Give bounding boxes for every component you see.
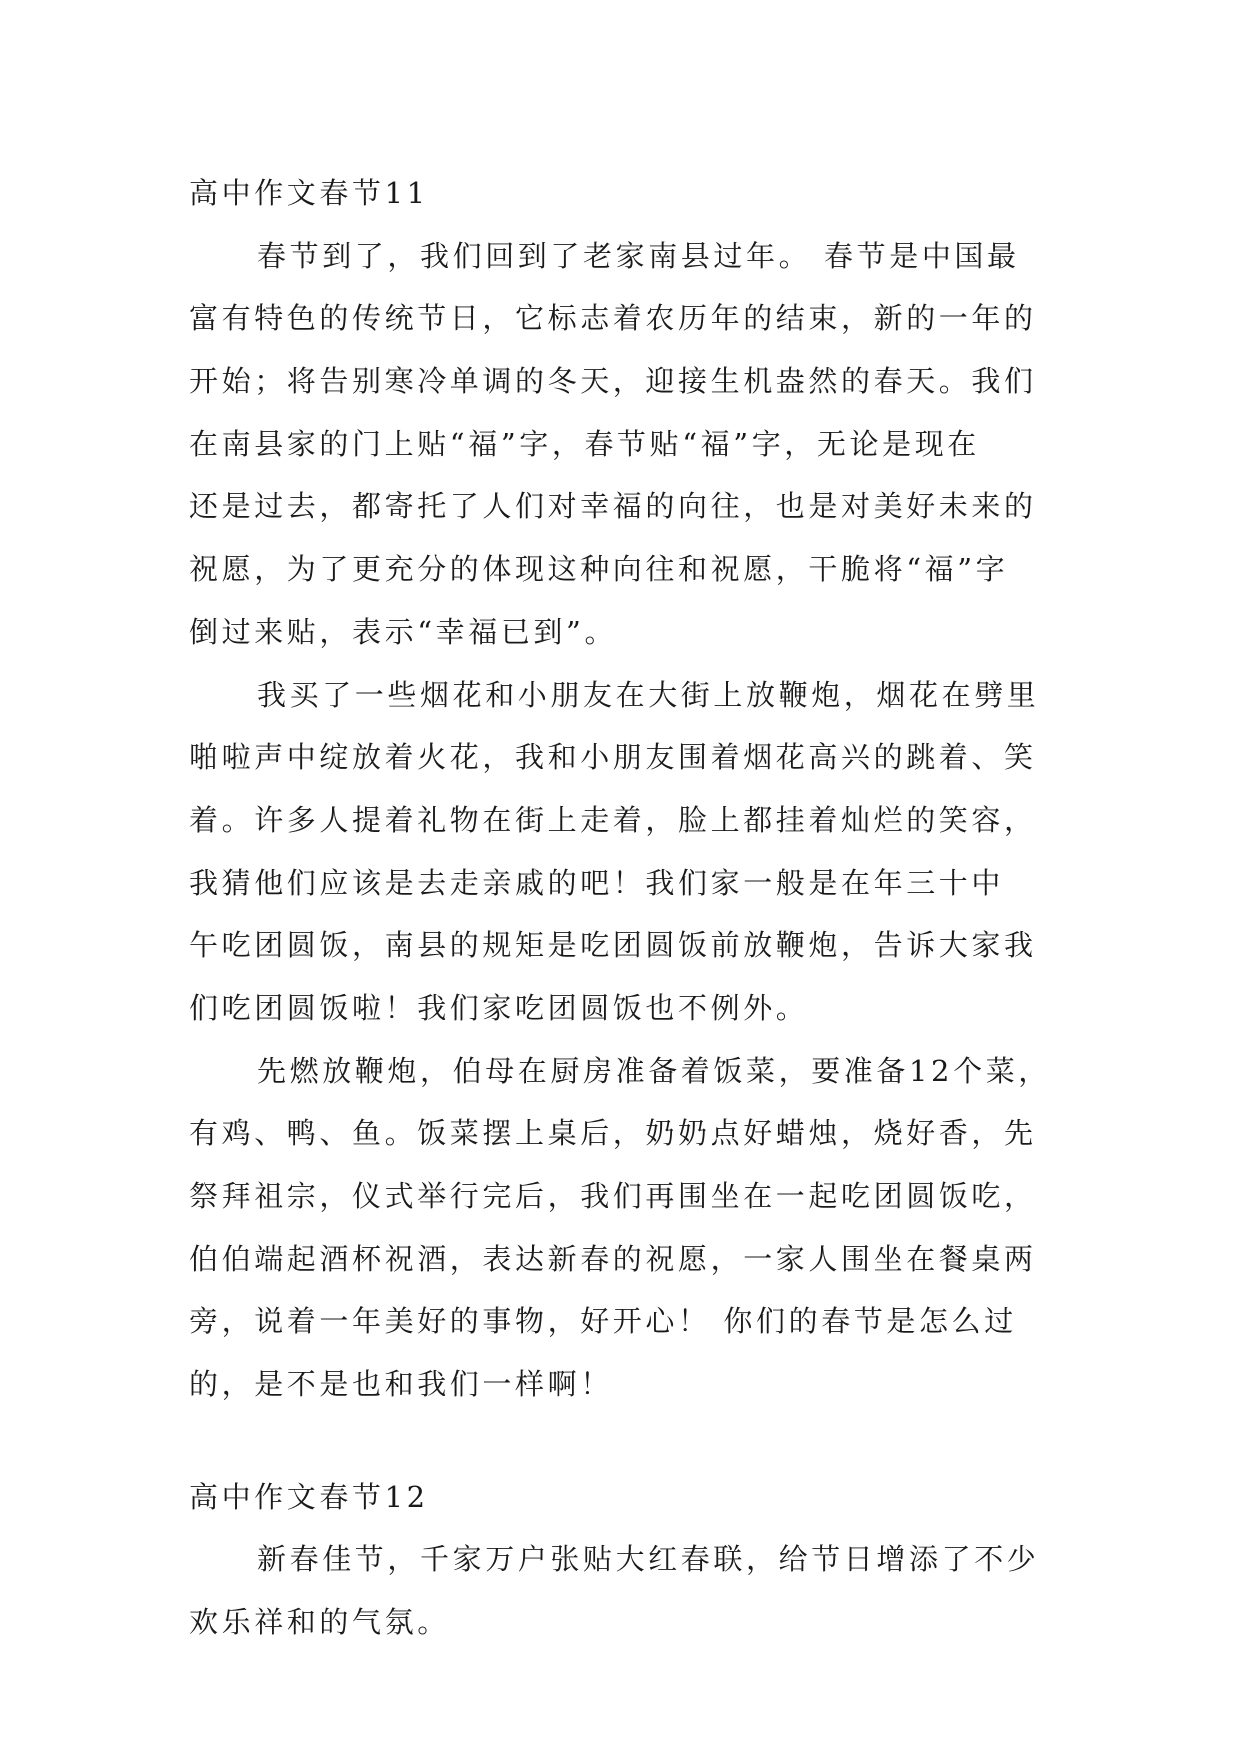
paragraph-line: 啪啦声中绽放着火花，我和小朋友围着烟花高兴的跳着、笑 [189, 740, 1037, 775]
section-spacer [189, 1416, 956, 1466]
section-title: 高中作文春节11 [189, 176, 429, 210]
paragraph-line: 先燃放鞭炮，伯母在厨房准备着饭菜，要准备12个菜， [257, 1053, 1051, 1088]
paragraph-line: 旁，说着一年美好的事物，好开心！ 你们的春节是怎么过 [189, 1304, 1017, 1339]
paragraph-line: 祭拜祖宗，仪式举行完后，我们再围坐在一起吃团圆饭吃， [189, 1179, 1037, 1213]
paragraph-line: 新春佳节，千家万户张贴大红春联，给节日增添了不少 [257, 1542, 1040, 1577]
paragraph-line: 倒过来贴，表示“幸福已到”。 [189, 614, 618, 649]
paragraph-line: 在南县家的门上贴“福”字，春节贴“福”字，无论是现在 [189, 426, 980, 461]
section-title: 高中作文春节12 [189, 1479, 429, 1514]
paragraph-line: 祝愿，为了更充分的体现这种向往和祝愿，干脆将“福”字 [189, 552, 1009, 587]
paragraph-line: 欢乐祥和的气氛。 [189, 1605, 450, 1640]
paragraph-line: 我买了一些烟花和小朋友在大街上放鞭炮，烟花在劈里 [257, 677, 1040, 712]
paragraph-line: 伯伯端起酒杯祝酒，表达新春的祝愿，一家人围坐在餐桌两 [189, 1241, 1037, 1276]
paragraph-line: 我猜他们应该是去走亲戚的吧！我们家一般是在年三十中 [189, 865, 1005, 900]
paragraph-line: 开始；将告别寒冷单调的冬天，迎接生机盎然的春天。我们 [189, 364, 1037, 399]
paragraph-line: 的，是不是也和我们一样啊！ [189, 1367, 613, 1402]
paragraph-line: 富有特色的传统节日，它标志着农历年的结束，新的一年的 [189, 301, 1037, 336]
paragraph-line: 春节到了，我们回到了老家南县过年。 春节是中国最 [257, 238, 1020, 273]
paragraph-line: 有鸡、鸭、鱼。饭菜摆上桌后，奶奶点好蜡烛，烧好香，先 [189, 1116, 1037, 1151]
paragraph-line: 们吃团圆饭啦！我们家吃团圆饭也不例外。 [189, 990, 809, 1025]
paragraph-line: 着。许多人提着礼物在街上走着，脸上都挂着灿烂的笑容， [189, 802, 1037, 837]
paragraph-line: 午吃团圆饭，南县的规矩是吃团圆饭前放鞭炮，告诉大家我 [189, 928, 1037, 963]
paragraph-line: 还是过去，都寄托了人们对幸福的向往，也是对美好未来的 [189, 489, 1037, 524]
